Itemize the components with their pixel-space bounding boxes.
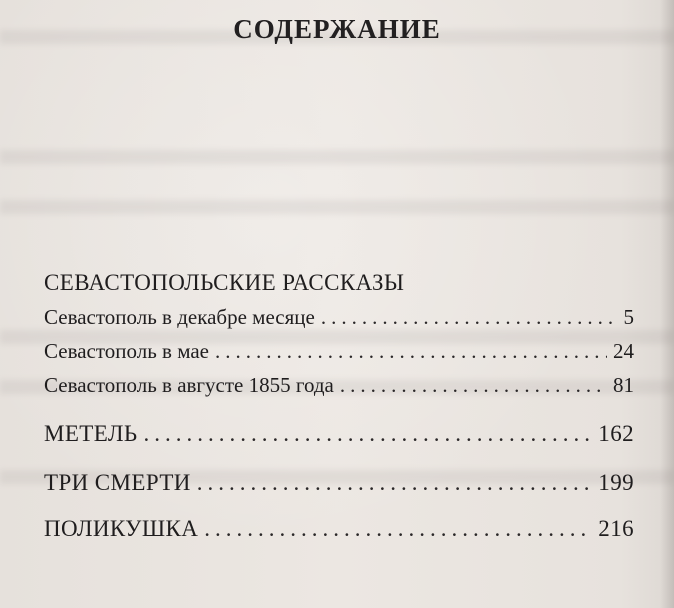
page-edge-shadow (660, 0, 674, 608)
toc-entry-page: 81 (613, 373, 634, 397)
toc-entry-label: Севастополь в мае (44, 339, 209, 363)
dot-leader (204, 510, 592, 548)
toc-entry-label: Севастополь в августе 1855 года (44, 373, 334, 397)
dot-leader (321, 300, 618, 334)
toc-entry-page: 199 (598, 470, 634, 495)
toc-entry-page: 5 (623, 305, 634, 329)
dot-leader (144, 416, 593, 452)
toc-entry-page: 216 (598, 516, 634, 541)
section-heading: СЕВАСТОПОЛЬСКИЕ РАССКАЗЫ (44, 270, 405, 295)
table-of-contents (44, 266, 634, 548)
toc-entry (44, 334, 634, 368)
bleed-through-shadow (0, 200, 674, 214)
dot-leader (215, 334, 607, 368)
toc-entry (44, 300, 634, 334)
toc-entry-label: ПОЛИКУШКА (44, 516, 199, 541)
toc-entry-main (44, 510, 634, 548)
toc-entry-main (44, 416, 634, 452)
toc-entry-label: Севастополь в декабре месяце (44, 305, 315, 329)
page-title: СОДЕРЖАНИЕ (233, 14, 441, 44)
dot-leader (340, 368, 607, 402)
toc-entry-page: 24 (613, 339, 634, 363)
bleed-through-shadow (0, 150, 674, 164)
dot-leader (197, 464, 593, 502)
toc-entry-main (44, 464, 634, 502)
toc-entry-label: МЕТЕЛЬ (44, 421, 138, 446)
toc-entry-page: 162 (598, 421, 634, 446)
toc-entry (44, 368, 634, 402)
toc-entry-label: ТРИ СМЕРТИ (44, 470, 191, 495)
